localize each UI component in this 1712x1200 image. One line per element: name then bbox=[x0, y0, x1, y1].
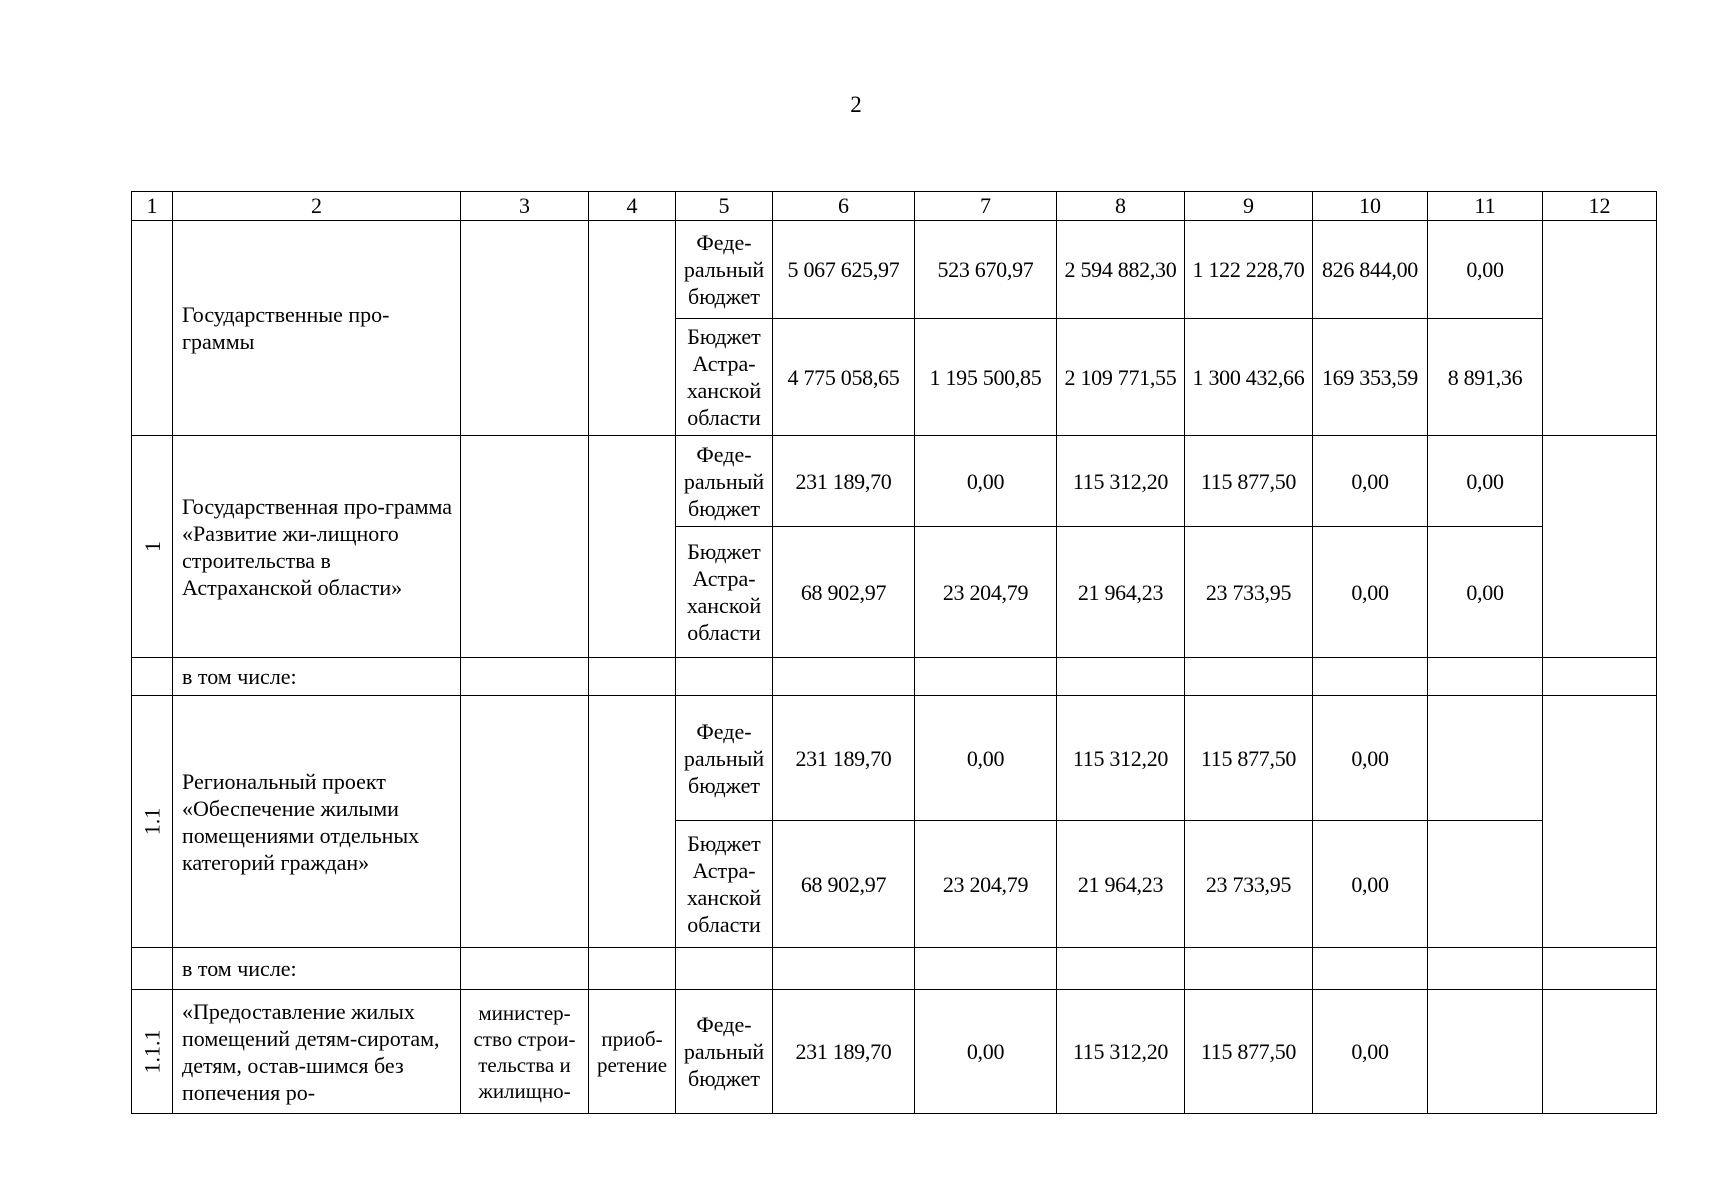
column-header: 12 bbox=[1543, 192, 1657, 221]
empty-cell bbox=[773, 948, 915, 990]
empty-cell bbox=[915, 658, 1057, 696]
value-cell: 23 204,79 bbox=[915, 821, 1057, 948]
value-cell: 0,00 bbox=[1313, 436, 1428, 527]
value-cell: 68 902,97 bbox=[773, 821, 915, 948]
column-header: 10 bbox=[1313, 192, 1428, 221]
activity-cell bbox=[589, 696, 676, 948]
empty-cell bbox=[1543, 436, 1657, 658]
column-header: 3 bbox=[461, 192, 589, 221]
funding-source: Феде-ральный бюджет bbox=[676, 990, 773, 1114]
empty-cell bbox=[1057, 948, 1185, 990]
column-header: 7 bbox=[915, 192, 1057, 221]
column-header: 2 bbox=[173, 192, 461, 221]
value-cell: 0,00 bbox=[915, 990, 1057, 1114]
value-cell: 2 594 882,30 bbox=[1057, 221, 1185, 319]
column-header: 6 bbox=[773, 192, 915, 221]
responsible-cell bbox=[461, 221, 589, 436]
subheader-row bbox=[132, 948, 1657, 990]
value-cell: 0,00 bbox=[1428, 436, 1543, 527]
value-cell: 0,00 bbox=[1313, 527, 1428, 658]
column-header: 9 bbox=[1185, 192, 1313, 221]
value-cell: 0,00 bbox=[1313, 696, 1428, 821]
value-cell: 5 067 625,97 bbox=[773, 221, 915, 319]
value-cell: 0,00 bbox=[915, 436, 1057, 527]
column-header: 1 bbox=[132, 192, 173, 221]
responsible-cell bbox=[461, 696, 589, 948]
empty-cell bbox=[132, 948, 173, 990]
row-number: 1.1 bbox=[132, 696, 173, 948]
value-cell: 231 189,70 bbox=[773, 696, 915, 821]
subheader-row bbox=[132, 658, 1657, 696]
empty-cell bbox=[773, 658, 915, 696]
value-cell: 21 964,23 bbox=[1057, 527, 1185, 658]
responsible-cell: министер-ство строи-тельства и жилищно- bbox=[461, 990, 589, 1114]
empty-cell bbox=[1185, 948, 1313, 990]
empty-cell bbox=[676, 948, 773, 990]
measure-name: «Предоставление жилых помещений детям-сиротам, детям, остав-шимся без попечения ро- bbox=[173, 990, 461, 1114]
funding-source: Бюджет Астра-ханской области bbox=[676, 319, 773, 436]
empty-cell bbox=[1313, 948, 1428, 990]
empty-cell bbox=[915, 948, 1057, 990]
value-cell: 0,00 bbox=[1313, 990, 1428, 1114]
value-cell: 23 733,95 bbox=[1185, 527, 1313, 658]
activity-cell: приоб-ретение bbox=[589, 990, 676, 1114]
page-number: 2 bbox=[850, 92, 862, 117]
value-cell: 0,00 bbox=[1428, 527, 1543, 658]
empty-cell bbox=[1428, 948, 1543, 990]
empty-cell bbox=[1543, 990, 1657, 1114]
column-header: 4 bbox=[589, 192, 676, 221]
empty-cell bbox=[589, 658, 676, 696]
value-cell: 21 964,23 bbox=[1057, 821, 1185, 948]
column-number-row bbox=[132, 192, 1657, 221]
budget-table bbox=[131, 191, 1657, 1114]
program-name: Государственная про-грамма «Развитие жи-лищного строительства в Астраханской области» bbox=[173, 436, 461, 658]
empty-cell bbox=[1185, 658, 1313, 696]
value-cell: 0,00 bbox=[915, 696, 1057, 821]
column-header: 8 bbox=[1057, 192, 1185, 221]
column-header: 5 bbox=[676, 192, 773, 221]
value-cell: 0,00 bbox=[1313, 821, 1428, 948]
responsible-cell bbox=[461, 436, 589, 658]
empty-cell bbox=[1543, 221, 1657, 436]
value-cell: 231 189,70 bbox=[773, 436, 915, 527]
value-cell: 523 670,97 bbox=[915, 221, 1057, 319]
subheader-label: в том числе: bbox=[173, 658, 461, 696]
value-cell: 169 353,59 bbox=[1313, 319, 1428, 436]
value-cell: 2 109 771,55 bbox=[1057, 319, 1185, 436]
empty-cell bbox=[1428, 658, 1543, 696]
value-cell: 23 204,79 bbox=[915, 527, 1057, 658]
funding-source: Феде-ральный бюджет bbox=[676, 696, 773, 821]
empty-cell bbox=[1543, 658, 1657, 696]
table-row bbox=[132, 436, 1657, 527]
funding-source: Бюджет Астра-ханской области bbox=[676, 821, 773, 948]
empty-cell bbox=[461, 948, 589, 990]
value-cell: 115 312,20 bbox=[1057, 436, 1185, 527]
value-cell: 23 733,95 bbox=[1185, 821, 1313, 948]
value-cell: 826 844,00 bbox=[1313, 221, 1428, 319]
empty-cell bbox=[132, 658, 173, 696]
value-cell: 0,00 bbox=[1428, 221, 1543, 319]
program-name: Государственные про-граммы bbox=[173, 221, 461, 436]
activity-cell bbox=[589, 436, 676, 658]
value-cell: 4 775 058,65 bbox=[773, 319, 915, 436]
empty-cell bbox=[589, 948, 676, 990]
value-cell: 68 902,97 bbox=[773, 527, 915, 658]
value-cell: 1 195 500,85 bbox=[915, 319, 1057, 436]
column-header: 11 bbox=[1428, 192, 1543, 221]
funding-source: Бюджет Астра-ханской области bbox=[676, 527, 773, 658]
value-cell bbox=[1428, 696, 1543, 821]
value-cell: 231 189,70 bbox=[773, 990, 915, 1114]
row-number: 1 bbox=[132, 436, 173, 658]
value-cell: 115 877,50 bbox=[1185, 436, 1313, 527]
value-cell: 115 312,20 bbox=[1057, 990, 1185, 1114]
table-row bbox=[132, 221, 1657, 319]
empty-cell bbox=[1543, 696, 1657, 948]
project-name: Региональный проект «Обеспечение жилыми помещениями отдельных категорий граждан» bbox=[173, 696, 461, 948]
empty-cell bbox=[1543, 948, 1657, 990]
row-number bbox=[132, 221, 173, 436]
activity-cell bbox=[589, 221, 676, 436]
value-cell: 115 312,20 bbox=[1057, 696, 1185, 821]
empty-cell bbox=[676, 658, 773, 696]
value-cell: 1 122 228,70 bbox=[1185, 221, 1313, 319]
funding-source: Феде-ральный бюджет bbox=[676, 221, 773, 319]
value-cell: 1 300 432,66 bbox=[1185, 319, 1313, 436]
value-cell bbox=[1428, 990, 1543, 1114]
empty-cell bbox=[1057, 658, 1185, 696]
table-row bbox=[132, 696, 1657, 821]
value-cell: 115 877,50 bbox=[1185, 696, 1313, 821]
row-number: 1.1.1 bbox=[132, 990, 173, 1114]
value-cell bbox=[1428, 821, 1543, 948]
value-cell: 115 877,50 bbox=[1185, 990, 1313, 1114]
value-cell: 8 891,36 bbox=[1428, 319, 1543, 436]
subheader-label: в том числе: bbox=[173, 948, 461, 990]
empty-cell bbox=[1313, 658, 1428, 696]
table-row bbox=[132, 990, 1657, 1114]
funding-source: Феде-ральный бюджет bbox=[676, 436, 773, 527]
empty-cell bbox=[461, 658, 589, 696]
